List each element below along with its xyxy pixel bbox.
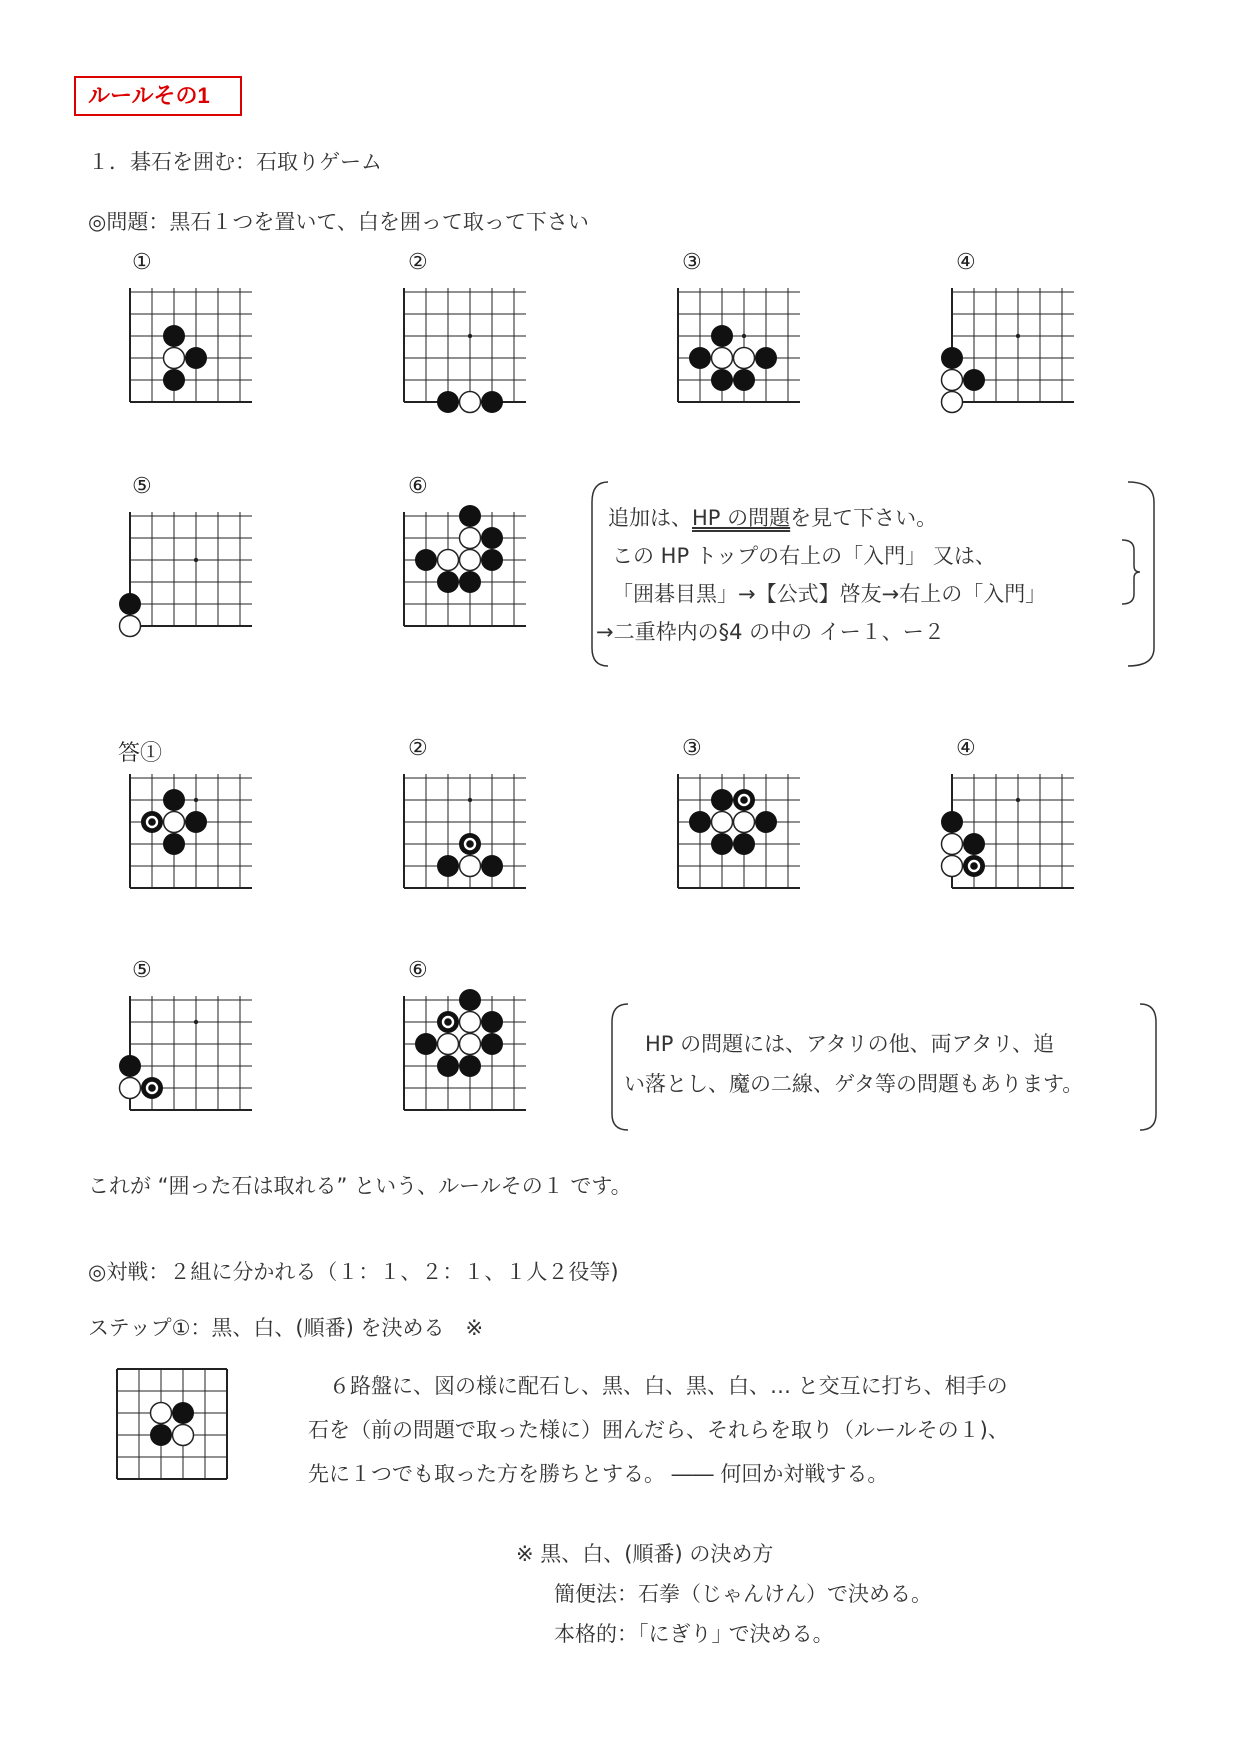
star-point (194, 1020, 198, 1024)
answer-board-5 (118, 994, 288, 1134)
marked-black-stone (141, 811, 163, 833)
problem-board-2 (392, 286, 562, 426)
white-stone (438, 1034, 459, 1055)
white-stone (712, 348, 733, 369)
black-stone (481, 391, 503, 413)
star-point (468, 334, 472, 338)
black-stone (185, 811, 207, 833)
answer-label-3: ③ (682, 736, 702, 761)
white-stone (734, 812, 755, 833)
problem-label-1: ① (132, 250, 152, 275)
black-stone (755, 811, 777, 833)
white-stone (460, 528, 481, 549)
footnote-formal: 本格的：｢にぎり｣ で決める。 (554, 1622, 834, 1646)
problem-board-4 (940, 286, 1110, 426)
black-stone (119, 1055, 141, 1077)
hp-note-line-2: い落とし、魔の二線、ゲタ等の問題もあります。 (624, 1072, 1084, 1096)
black-stone (459, 571, 481, 593)
black-stone (941, 347, 963, 369)
black-stone (711, 833, 733, 855)
marked-black-stone (963, 855, 985, 877)
star-point (194, 558, 198, 562)
black-stone (963, 369, 985, 391)
marked-black-stone (733, 789, 755, 811)
problem-label-3: ③ (682, 250, 702, 275)
black-stone (689, 811, 711, 833)
black-stone (163, 833, 185, 855)
white-stone (173, 1425, 194, 1446)
black-stone (437, 855, 459, 877)
black-stone (481, 1011, 503, 1033)
white-stone (942, 856, 963, 877)
black-stone (711, 325, 733, 347)
black-stone (150, 1424, 172, 1446)
black-stone (163, 325, 185, 347)
problem-label-4: ④ (956, 250, 976, 275)
problem-board-5 (118, 510, 288, 650)
answer-board-1 (118, 772, 288, 912)
black-stone (415, 549, 437, 571)
white-stone (460, 856, 481, 877)
black-stone (755, 347, 777, 369)
summary-text: これが “囲った石は取れる” という、ルールその１ です。 (88, 1174, 632, 1198)
info-line-1: 追加は、HP の問題を見て下さい。 (608, 506, 938, 530)
star-point (742, 334, 746, 338)
black-stone (437, 391, 459, 413)
black-stone (119, 593, 141, 615)
white-stone (460, 1034, 481, 1055)
info-line-4: →二重枠内の§4 の中の イー１、ー２ (596, 620, 945, 644)
battle-desc-3: 先に１つでも取った方を勝ちとする。 ―― 何回か対戦する。 (308, 1462, 889, 1486)
answer-label-2: ② (408, 736, 428, 761)
black-stone (481, 527, 503, 549)
footnote-mark: ※ 黒、白、(順番) の決め方 (516, 1542, 774, 1566)
black-stone (711, 369, 733, 391)
black-stone (481, 549, 503, 571)
answer-label-6: ⑥ (408, 958, 428, 983)
problem-label-2: ② (408, 250, 428, 275)
answer-label-4: ④ (956, 736, 976, 761)
marked-black-stone (437, 1011, 459, 1033)
white-stone (120, 616, 141, 637)
black-stone (733, 369, 755, 391)
battle-title: ◎対戦：２組に分かれる（１：１、２：１、１人２役等) (88, 1260, 619, 1284)
black-stone (459, 505, 481, 527)
grid (130, 512, 252, 626)
black-stone (963, 833, 985, 855)
white-stone (712, 812, 733, 833)
info-line-2: この HP トップの右上の「入門」 又は、 (612, 544, 996, 568)
answer-board-2 (392, 772, 562, 912)
black-stone (163, 369, 185, 391)
black-stone (437, 571, 459, 593)
hp-problems-link[interactable]: HP の問題 (692, 506, 791, 530)
problem-label-6: ⑥ (408, 474, 428, 499)
answer-board-4 (940, 772, 1110, 912)
white-stone (460, 392, 481, 413)
black-stone (711, 789, 733, 811)
battle-desc-2: 石を（前の問題で取った様に）囲んだら、それらを取り（ルールその１)、 (308, 1418, 1009, 1442)
star-point (1016, 334, 1020, 338)
rule-title: ルールその1 (74, 76, 242, 116)
problem-label-5: ⑤ (132, 474, 152, 499)
answer-board-6 (392, 994, 562, 1134)
black-stone (481, 1033, 503, 1055)
grid (130, 288, 252, 402)
footnote-simple: 簡便法：石拳（じゃんけん）で決める。 (554, 1582, 932, 1606)
black-stone (459, 989, 481, 1011)
black-stone (459, 1055, 481, 1077)
black-stone (481, 855, 503, 877)
marked-black-stone (459, 833, 481, 855)
problem-board-1 (118, 286, 288, 426)
white-stone (164, 348, 185, 369)
black-stone (172, 1402, 194, 1424)
problem-board-3 (666, 286, 836, 426)
answer-label-5: ⑤ (132, 958, 152, 983)
white-stone (942, 392, 963, 413)
answer-label-1: 答① (118, 741, 163, 766)
black-stone (437, 1055, 459, 1077)
star-point (1016, 798, 1020, 802)
problem-instruction: ◎問題：黒石１つを置いて、白を囲って取って下さい (88, 210, 589, 234)
white-stone (942, 834, 963, 855)
star-point (194, 798, 198, 802)
black-stone (163, 789, 185, 811)
black-stone (185, 347, 207, 369)
white-stone (151, 1403, 172, 1424)
section-heading: １．碁石を囲む：石取りゲーム (88, 150, 382, 174)
white-stone (120, 1078, 141, 1099)
marked-black-stone (141, 1077, 163, 1099)
problem-board-6 (392, 510, 562, 650)
hp-note-line-1: HP の問題には、アタリの他、両アタリ、追 (624, 1032, 1055, 1056)
white-stone (734, 348, 755, 369)
grid (404, 288, 526, 402)
white-stone (460, 1012, 481, 1033)
step1-text: ステップ①：黒、白、(順番) を決める ※ (88, 1316, 484, 1340)
info-line-3: 「囲碁目黒」→【公式】啓友→右上の「入門」 (612, 582, 1047, 606)
white-stone (438, 550, 459, 571)
star-point (468, 798, 472, 802)
six-road-board (112, 1364, 238, 1490)
black-stone (689, 347, 711, 369)
battle-desc-1: ６路盤に、図の様に配石し、黒、白、黒、白、… と交互に打ち、相手の (308, 1374, 1008, 1398)
white-stone (460, 550, 481, 571)
black-stone (415, 1033, 437, 1055)
answer-board-3 (666, 772, 836, 912)
black-stone (941, 811, 963, 833)
black-stone (733, 833, 755, 855)
white-stone (942, 370, 963, 391)
white-stone (164, 812, 185, 833)
